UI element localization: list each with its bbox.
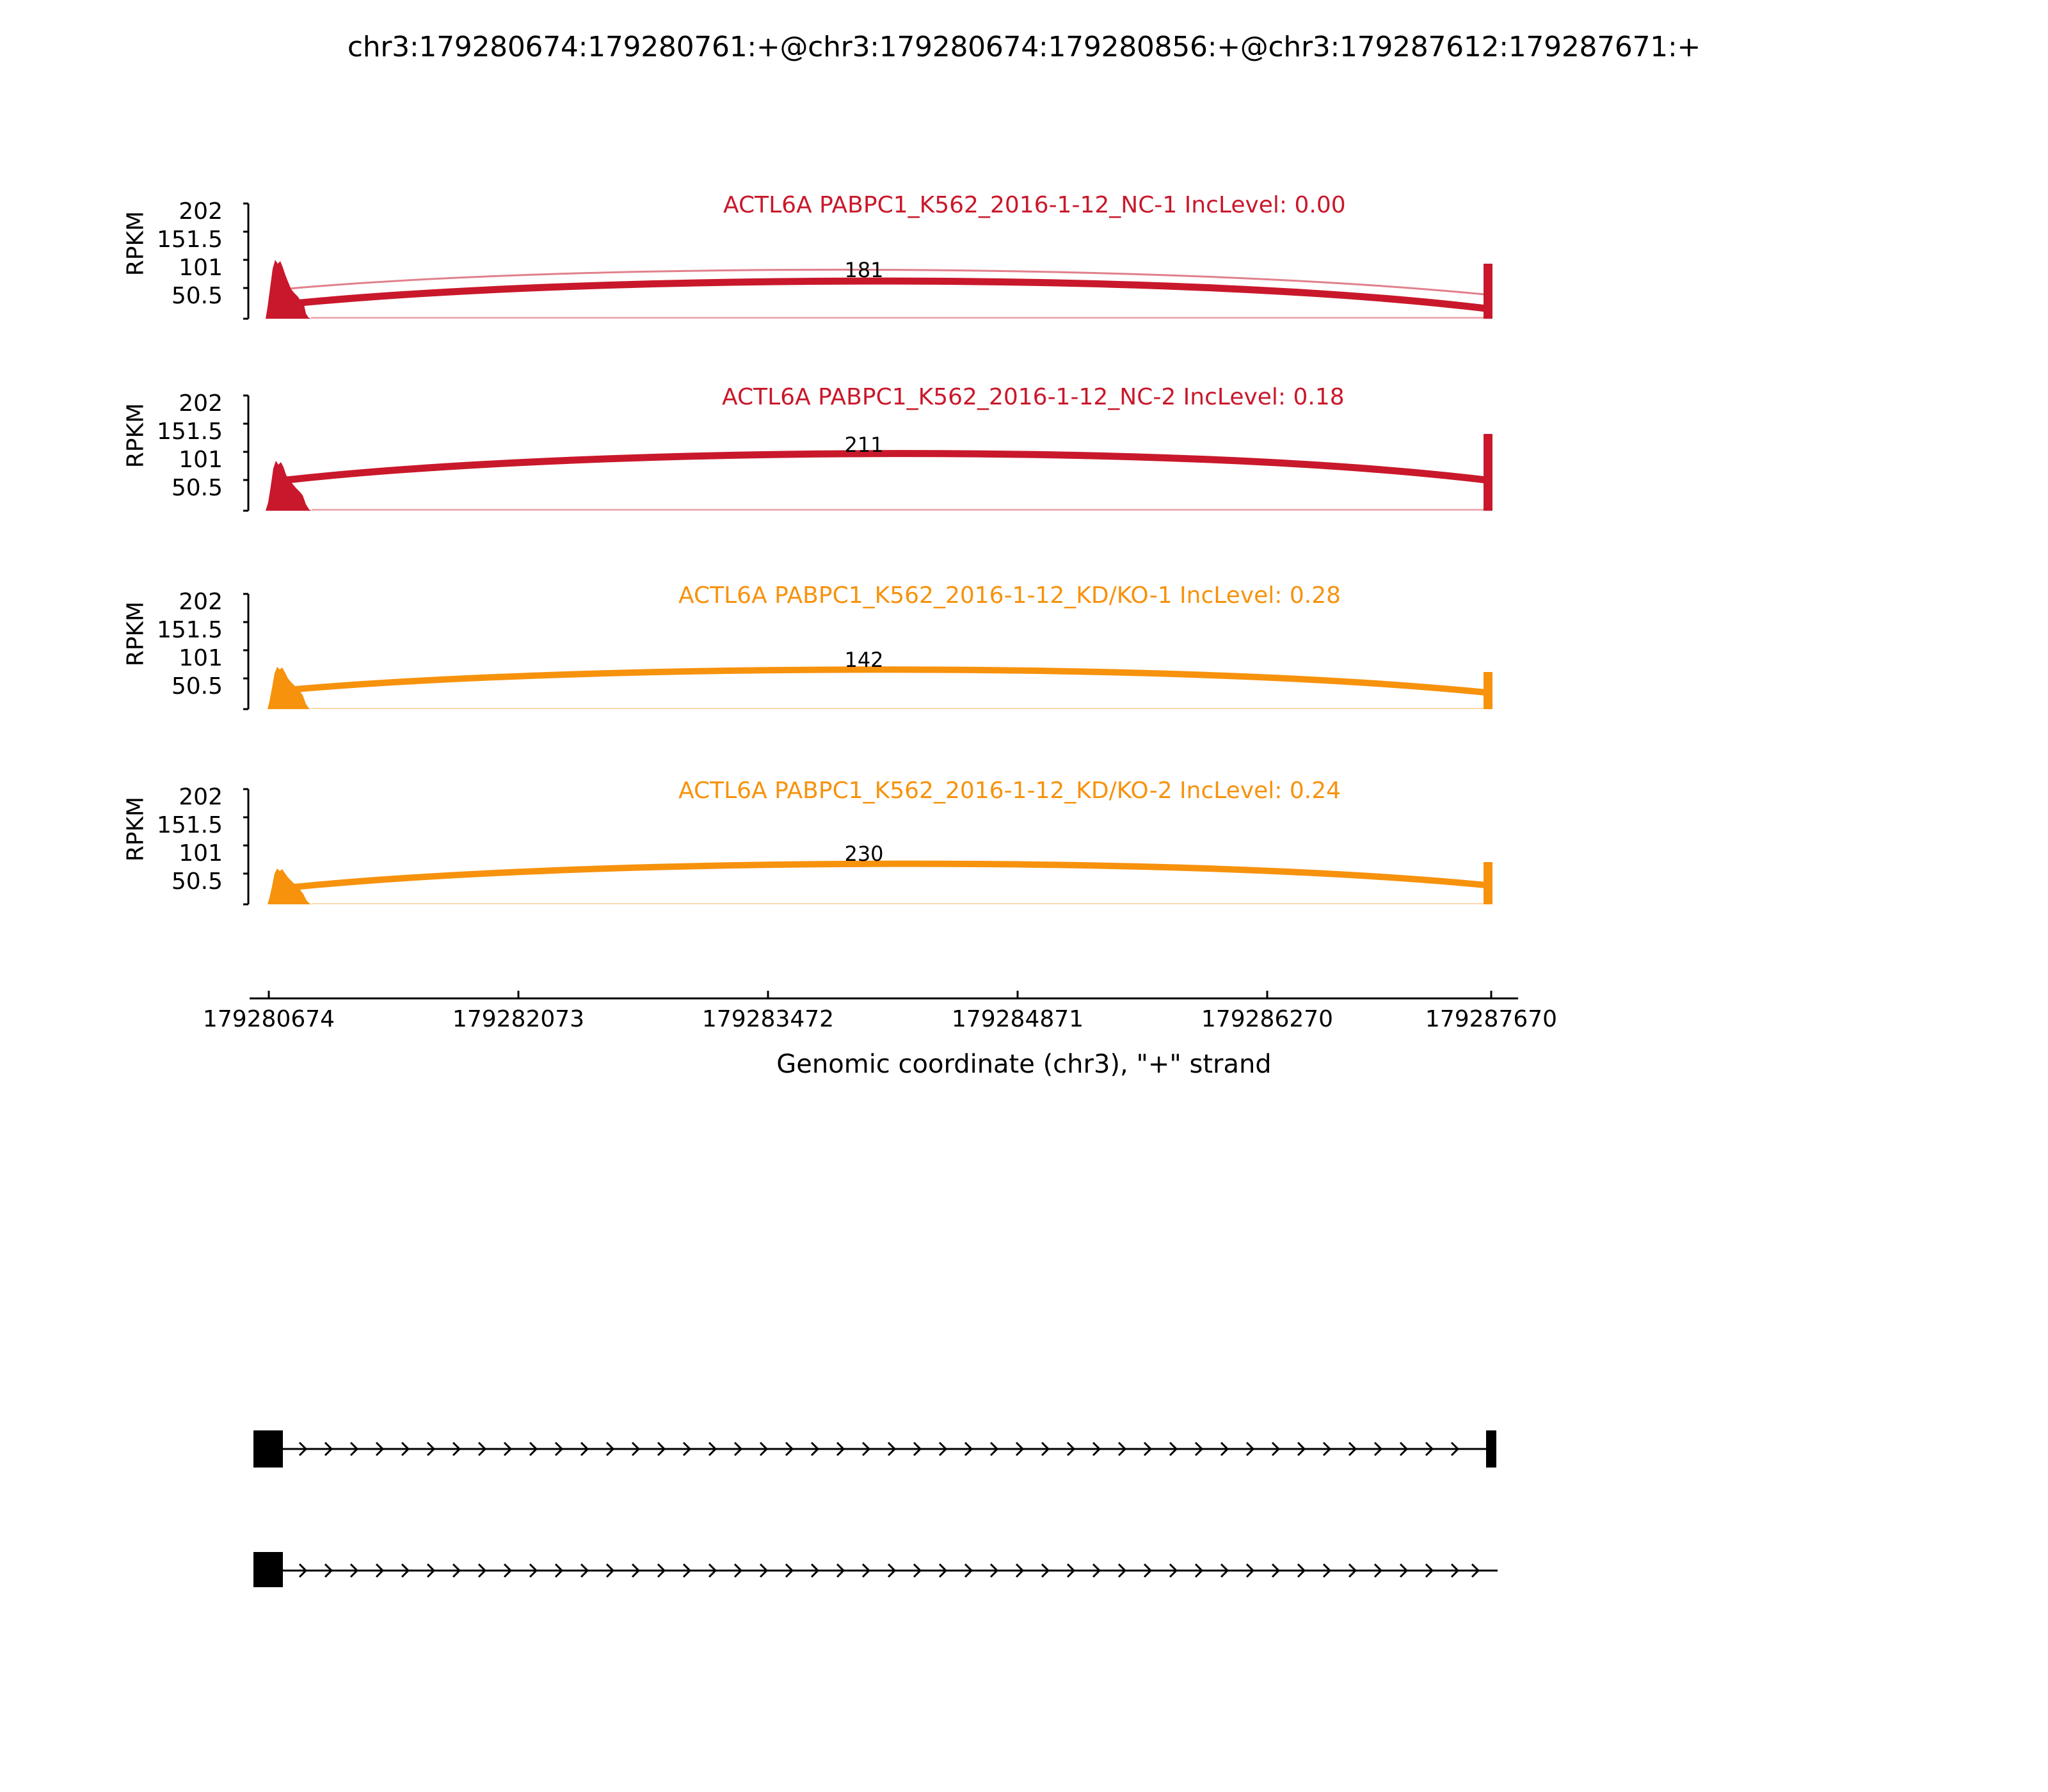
x-tick-label: 179280674 bbox=[202, 1006, 335, 1032]
transcript-row-2 bbox=[253, 1552, 1498, 1587]
page-title: chr3:179280674:179280761:+@chr3:179280674:179280856:+@chr3:179287612:179287671:+ bbox=[347, 31, 1701, 63]
x-tick-label: 179283472 bbox=[701, 1006, 835, 1032]
panel-label-kd-2: ACTL6A PABPC1_K562_2016-1-12_KD/KO-2 IncLevel: 0.24 bbox=[678, 778, 1341, 804]
x-tick-label: 179284871 bbox=[951, 1006, 1084, 1032]
coverage-panel-kd-1 bbox=[0, 582, 2048, 742]
x-axis-title: Genomic coordinate (chr3), "+" strand bbox=[776, 1050, 1272, 1079]
coverage-panel-kd-2 bbox=[0, 778, 2048, 938]
x-tick-label: 179286270 bbox=[1201, 1006, 1334, 1032]
panel-label-nc-1: ACTL6A PABPC1_K562_2016-1-12_NC-1 IncLevel: 0.00 bbox=[723, 192, 1346, 218]
junction-count-kd-2: 230 bbox=[844, 842, 884, 866]
y-tick-label: 101 bbox=[179, 447, 223, 473]
junction-count-kd-1: 142 bbox=[844, 648, 884, 672]
y-tick-label: 151.5 bbox=[156, 227, 223, 253]
coverage-panel-nc-2 bbox=[0, 384, 2048, 544]
y-tick-label: 202 bbox=[179, 198, 223, 225]
junction-count-nc-2: 211 bbox=[844, 433, 884, 457]
coverage-panel-nc-1 bbox=[0, 192, 2048, 352]
y-tick-label: 101 bbox=[179, 255, 223, 281]
x-tick-label: 179282073 bbox=[452, 1006, 585, 1032]
panel-label-kd-1: ACTL6A PABPC1_K562_2016-1-12_KD/KO-1 IncLevel: 0.28 bbox=[678, 582, 1341, 609]
y-tick-label: 151.5 bbox=[156, 812, 223, 838]
coverage-plot-nc-2 bbox=[0, 384, 2048, 544]
y-axis-label: RPKM bbox=[122, 211, 149, 276]
y-axis-label: RPKM bbox=[122, 403, 149, 468]
x-tick-label: 179287670 bbox=[1425, 1006, 1558, 1032]
y-tick-label: 50.5 bbox=[171, 283, 223, 309]
y-tick-label: 151.5 bbox=[156, 617, 223, 643]
y-tick-label: 202 bbox=[179, 589, 223, 615]
transcript-svg bbox=[0, 1331, 2048, 1587]
x-axis-line bbox=[0, 973, 2048, 1011]
y-tick-label: 50.5 bbox=[171, 673, 223, 700]
junction-count-nc-1: 181 bbox=[844, 258, 884, 282]
y-tick-label: 202 bbox=[179, 784, 223, 810]
x-axis bbox=[0, 960, 2048, 1088]
y-tick-label: 101 bbox=[179, 840, 223, 867]
coverage-plot-kd-2 bbox=[0, 778, 2048, 938]
panel-label-nc-2: ACTL6A PABPC1_K562_2016-1-12_NC-2 IncLevel: 0.18 bbox=[722, 384, 1345, 410]
y-tick-label: 101 bbox=[179, 645, 223, 671]
transcript-models bbox=[0, 1331, 2048, 1587]
transcript-row-1 bbox=[253, 1430, 1496, 1468]
y-axis-label: RPKM bbox=[122, 796, 149, 862]
y-tick-label: 50.5 bbox=[171, 475, 223, 501]
coverage-plot-nc-1 bbox=[0, 192, 2048, 352]
y-tick-label: 151.5 bbox=[156, 419, 223, 445]
coverage-plot-kd-1 bbox=[0, 582, 2048, 742]
y-tick-label: 202 bbox=[179, 390, 223, 417]
y-tick-label: 50.5 bbox=[171, 868, 223, 895]
y-axis-label: RPKM bbox=[122, 601, 149, 667]
